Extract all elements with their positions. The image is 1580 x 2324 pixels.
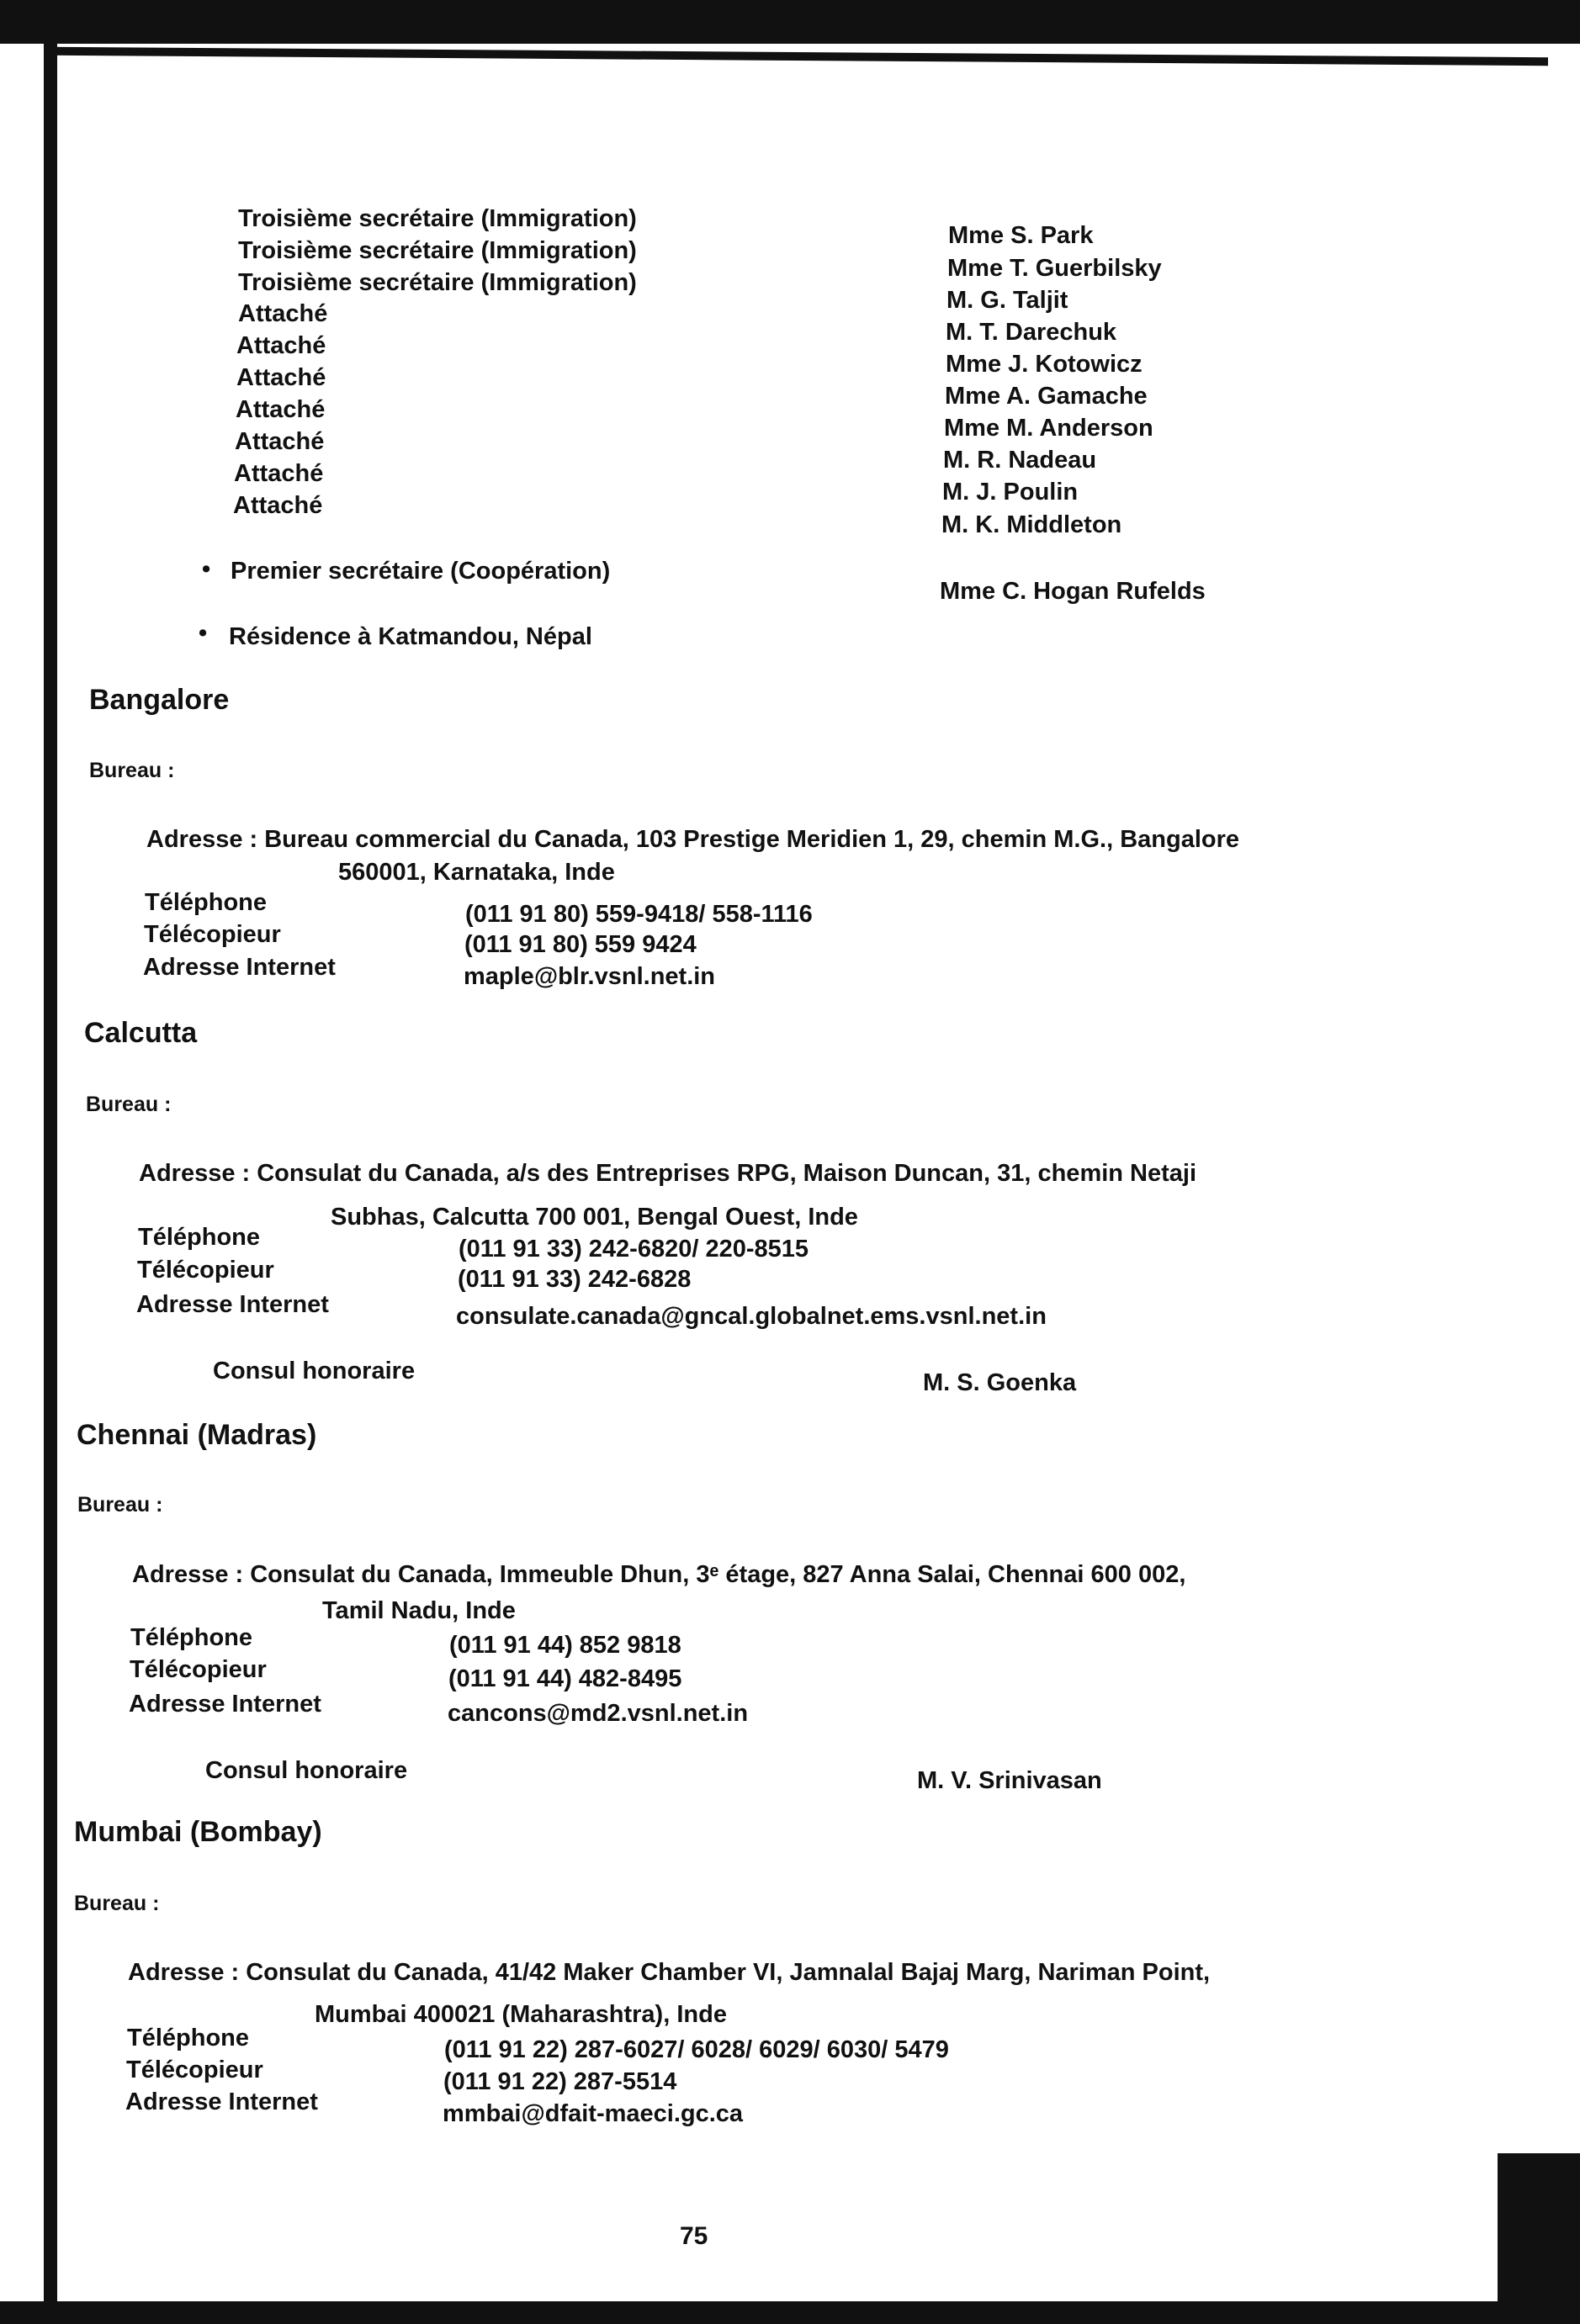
telephone-value: (011 91 22) 287-6027/ 6028/ 6029/ 6030/ 5479 — [444, 2036, 949, 2063]
fax-label: Télécopieur — [130, 1656, 267, 1683]
fax-value: (011 91 44) 482-8495 — [448, 1665, 682, 1692]
fax-value: (011 91 22) 287-5514 — [443, 2068, 677, 2095]
internet-label: Adresse Internet — [125, 2088, 318, 2115]
coop-name: Mme C. Hogan Rufelds — [940, 578, 1206, 605]
bureau-label: Bureau : — [86, 1093, 172, 1116]
staff-title: Attaché — [233, 492, 323, 519]
internet-label: Adresse Internet — [136, 1291, 329, 1318]
residence-note: Résidence à Katmandou, Népal — [229, 623, 592, 650]
bureau-label: Bureau : — [74, 1892, 160, 1915]
internet-label: Adresse Internet — [143, 954, 336, 981]
telephone-label: Téléphone — [138, 1224, 261, 1251]
staff-title: Attaché — [236, 364, 326, 391]
address-line: Mumbai 400021 (Maharashtra), Inde — [315, 2001, 727, 2028]
address-line: Adresse : Bureau commercial du Canada, 103 Prestige Meridien 1, 29, chemin M.G., Bangalore — [146, 826, 1240, 853]
staff-name: M. T. Darechuk — [946, 319, 1117, 346]
internet-value: mmbai@dfait-maeci.gc.ca — [443, 2100, 744, 2127]
staff-name: M. R. Nadeau — [943, 447, 1097, 474]
consul-title: Consul honoraire — [205, 1757, 408, 1784]
telephone-label: Téléphone — [130, 1624, 253, 1651]
bureau-label: Bureau : — [77, 1493, 163, 1517]
bullet-marker: • — [202, 556, 211, 583]
staff-title: Attaché — [236, 332, 326, 359]
address-line: 560001, Karnataka, Inde — [338, 859, 615, 886]
address-line: Adresse : Consulat du Canada, 41/42 Maker Chamber VI, Jamnalal Bajaj Marg, Nariman Point, — [128, 1959, 1211, 1986]
staff-title: Troisième secrétaire (Immigration) — [238, 237, 637, 264]
address-line: Adresse : Consulat du Canada, Immeuble Dhun, 3ᵉ étage, 827 Anna Salai, Chennai 600 002, — [132, 1561, 1186, 1588]
staff-name: M. J. Poulin — [942, 479, 1079, 506]
staff-title: Attaché — [234, 460, 324, 487]
bureau-label: Bureau : — [89, 759, 175, 782]
page-number: 75 — [680, 2222, 708, 2250]
section-heading-mumbai: Mumbai (Bombay) — [74, 1816, 322, 1848]
fax-label: Télécopieur — [137, 1257, 274, 1284]
staff-name: Mme M. Anderson — [944, 415, 1153, 442]
bullet-marker: • — [199, 620, 208, 647]
staff-title: Troisième secrétaire (Immigration) — [238, 205, 637, 232]
internet-value: maple@blr.vsnl.net.in — [464, 963, 716, 990]
section-heading-chennai: Chennai (Madras) — [77, 1419, 317, 1451]
section-heading-calcutta: Calcutta — [84, 1017, 198, 1049]
coop-title: Premier secrétaire (Coopération) — [231, 558, 611, 585]
consul-title: Consul honoraire — [213, 1358, 416, 1384]
consul-name: M. V. Srinivasan — [917, 1767, 1102, 1794]
fax-label: Télécopieur — [126, 2057, 263, 2083]
section-heading-bangalore: Bangalore — [89, 684, 230, 716]
fax-value: (011 91 80) 559 9424 — [464, 931, 697, 958]
staff-title: Attaché — [236, 396, 326, 423]
internet-value: cancons@md2.vsnl.net.in — [448, 1700, 749, 1727]
staff-name: Mme J. Kotowicz — [946, 351, 1143, 378]
staff-name: Mme S. Park — [948, 222, 1094, 249]
address-line: Subhas, Calcutta 700 001, Bengal Ouest, Inde — [331, 1204, 858, 1231]
address-line: Adresse : Consulat du Canada, a/s des Entreprises RPG, Maison Duncan, 31, chemin Netaji — [139, 1160, 1197, 1187]
telephone-value: (011 91 44) 852 9818 — [449, 1632, 681, 1659]
staff-name: Mme A. Gamache — [945, 383, 1148, 410]
telephone-label: Téléphone — [127, 2025, 250, 2051]
fax-value: (011 91 33) 242-6828 — [458, 1266, 692, 1293]
staff-title: Attaché — [238, 300, 328, 327]
internet-label: Adresse Internet — [129, 1691, 321, 1718]
telephone-value: (011 91 80) 559-9418/ 558-1116 — [465, 901, 813, 928]
staff-name: M. K. Middleton — [941, 511, 1122, 538]
internet-value: consulate.canada@gncal.globalnet.ems.vsnl.net.in — [456, 1303, 1047, 1330]
fax-label: Télécopieur — [144, 921, 281, 948]
staff-name: Mme T. Guerbilsky — [947, 255, 1162, 282]
consul-name: M. S. Goenka — [923, 1369, 1077, 1396]
telephone-label: Téléphone — [145, 889, 268, 916]
staff-title: Troisième secrétaire (Immigration) — [238, 269, 637, 296]
staff-title: Attaché — [235, 428, 325, 455]
telephone-value: (011 91 33) 242-6820/ 220-8515 — [459, 1236, 809, 1263]
staff-name: M. G. Taljit — [946, 287, 1068, 314]
address-line: Tamil Nadu, Inde — [322, 1597, 516, 1624]
